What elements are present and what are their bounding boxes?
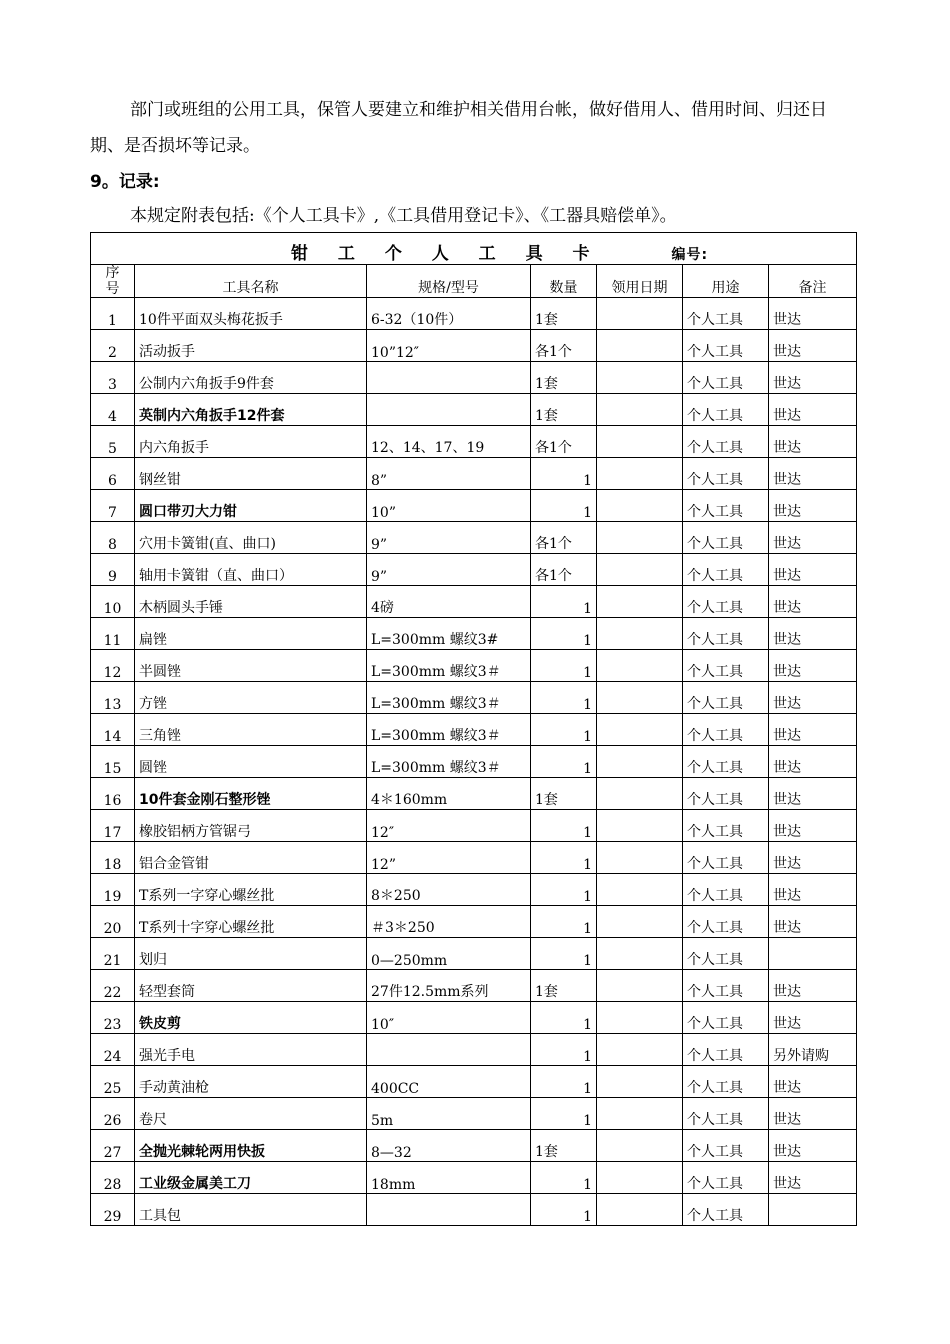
header-note: 备注 [769,265,857,298]
number-label: 编号: [671,247,709,263]
cell-use: 个人工具 [683,1162,769,1194]
cell-note: 世达 [769,842,857,874]
cell-use: 个人工具 [683,682,769,714]
cell-note: 世达 [769,874,857,906]
cell-note: 世达 [769,746,857,778]
cell-use: 个人工具 [683,842,769,874]
cell-name: 三角锉 [135,714,367,746]
table-row [91,1194,857,1226]
cell-date [597,1098,683,1130]
cell-use: 个人工具 [683,522,769,554]
header-use: 用途 [683,265,769,298]
cell-name: 木柄圆头手锤 [135,586,367,618]
cell-idx: 7 [91,490,135,522]
cell-idx: 3 [91,362,135,394]
cell-qty: 各1个 [531,554,597,586]
cell-idx: 19 [91,874,135,906]
table-row [91,522,857,554]
cell-use: 个人工具 [683,746,769,778]
cell-use: 个人工具 [683,938,769,970]
cell-spec: 10” [367,490,531,522]
table-row [91,458,857,490]
cell-spec: L=300mm 螺纹3＃ [367,650,531,682]
cell-use: 个人工具 [683,778,769,810]
cell-qty: 1套 [531,298,597,330]
table-row [91,1162,857,1194]
cell-use: 个人工具 [683,490,769,522]
cell-spec: 10″ [367,1002,531,1034]
cell-spec: 5m [367,1098,531,1130]
cell-name: 钢丝钳 [135,458,367,490]
cell-name: 穴用卡簧钳(直、曲口) [135,522,367,554]
table-row [91,330,857,362]
table-row [91,970,857,1002]
cell-qty: 1 [531,810,597,842]
cell-note: 世达 [769,714,857,746]
cell-qty: 1 [531,1002,597,1034]
cell-note: 世达 [769,810,857,842]
cell-qty: 1 [531,746,597,778]
cell-idx: 1 [91,298,135,330]
cell-note: 世达 [769,330,857,362]
cell-spec: L=300mm 螺纹3＃ [367,682,531,714]
cell-date [597,394,683,426]
table-row [91,714,857,746]
cell-date [597,778,683,810]
cell-note: 世达 [769,490,857,522]
cell-use: 个人工具 [683,394,769,426]
table-row [91,874,857,906]
tool-card-table [90,232,857,1226]
cell-idx: 6 [91,458,135,490]
cell-date [597,1002,683,1034]
cell-use: 个人工具 [683,426,769,458]
cell-name: 强光手电 [135,1034,367,1066]
cell-name: 公制内六角扳手9件套 [135,362,367,394]
cell-spec: 4＊160mm [367,778,531,810]
cell-date [597,1162,683,1194]
cell-qty: 1 [531,458,597,490]
cell-date [597,522,683,554]
cell-spec: L=300mm 螺纹3＃ [367,714,531,746]
cell-use: 个人工具 [683,1002,769,1034]
cell-spec: ＃3＊250 [367,906,531,938]
cell-spec: 18mm [367,1162,531,1194]
cell-qty: 1 [531,874,597,906]
cell-note: 世达 [769,426,857,458]
cell-qty: 1 [531,682,597,714]
cell-use: 个人工具 [683,810,769,842]
cell-use: 个人工具 [683,906,769,938]
cell-spec: 0—250mm [367,938,531,970]
cell-name: 铝合金管钳 [135,842,367,874]
cell-qty: 1 [531,1194,597,1226]
cell-spec: 27件12.5mm系列 [367,970,531,1002]
cell-use: 个人工具 [683,1098,769,1130]
cell-name: 划归 [135,938,367,970]
table-row [91,842,857,874]
cell-qty: 1套 [531,394,597,426]
header-spec: 规格/型号 [367,265,531,298]
cell-spec: 6-32（10件） [367,298,531,330]
cell-date [597,426,683,458]
cell-name: 圆口带刃大力钳 [135,490,367,522]
cell-spec: 12、14、17、19 [367,426,531,458]
cell-note: 另外请购 [769,1034,857,1066]
cell-use: 个人工具 [683,714,769,746]
cell-date [597,298,683,330]
cell-idx: 29 [91,1194,135,1226]
cell-qty: 1套 [531,1130,597,1162]
cell-date [597,1034,683,1066]
cell-qty: 1 [531,586,597,618]
cell-name: 内六角扳手 [135,426,367,458]
cell-note: 世达 [769,970,857,1002]
table-row [91,938,857,970]
table-row [91,1002,857,1034]
header-idx-line2: 号 [105,281,120,297]
table-row [91,298,857,330]
table-title-cell [91,233,857,265]
cell-idx: 16 [91,778,135,810]
cell-idx: 21 [91,938,135,970]
table-row [91,650,857,682]
cell-spec: L=300mm 螺纹3# [367,618,531,650]
cell-idx: 20 [91,906,135,938]
cell-use: 个人工具 [683,1194,769,1226]
cell-idx: 4 [91,394,135,426]
cell-idx: 5 [91,426,135,458]
cell-qty: 1 [531,906,597,938]
cell-spec [367,1194,531,1226]
table-row [91,362,857,394]
cell-name: T系列一字穿心螺丝批 [135,874,367,906]
cell-name: 英制内六角扳手12件套 [135,394,367,426]
cell-spec [367,394,531,426]
cell-qty: 1 [531,650,597,682]
cell-name: T系列十字穿心螺丝批 [135,906,367,938]
cell-spec [367,362,531,394]
cell-date [597,330,683,362]
header-qty: 数量 [531,265,597,298]
cell-date [597,906,683,938]
cell-idx: 28 [91,1162,135,1194]
cell-note: 世达 [769,618,857,650]
cell-note [769,938,857,970]
header-idx [91,265,135,298]
cell-date [597,938,683,970]
table-row [91,1066,857,1098]
cell-idx: 9 [91,554,135,586]
cell-note: 世达 [769,1162,857,1194]
cell-name: 轴用卡簧钳（直、曲口） [135,554,367,586]
cell-use: 个人工具 [683,970,769,1002]
cell-qty: 1 [531,938,597,970]
cell-name: 10件平面双头梅花扳手 [135,298,367,330]
cell-use: 个人工具 [683,650,769,682]
cell-qty: 1 [531,618,597,650]
cell-use: 个人工具 [683,1130,769,1162]
cell-idx: 24 [91,1034,135,1066]
cell-idx: 23 [91,1002,135,1034]
cell-note: 世达 [769,1098,857,1130]
table-row [91,490,857,522]
cell-idx: 17 [91,810,135,842]
cell-qty: 1 [531,842,597,874]
cell-qty: 1 [531,1066,597,1098]
cell-note: 世达 [769,682,857,714]
cell-use: 个人工具 [683,458,769,490]
cell-name: 轻型套筒 [135,970,367,1002]
header-date: 领用日期 [597,265,683,298]
cell-idx: 2 [91,330,135,362]
cell-spec: 8—32 [367,1130,531,1162]
cell-spec: 8＊250 [367,874,531,906]
table-row [91,618,857,650]
table-row [91,586,857,618]
cell-date [597,1066,683,1098]
cell-idx: 11 [91,618,135,650]
cell-name: 半圆锉 [135,650,367,682]
cell-use: 个人工具 [683,586,769,618]
cell-name: 铁皮剪 [135,1002,367,1034]
header-name: 工具名称 [135,265,367,298]
cell-note: 世达 [769,554,857,586]
cell-name: 活动扳手 [135,330,367,362]
cell-name: 扁锉 [135,618,367,650]
cell-name: 方锉 [135,682,367,714]
cell-date [597,586,683,618]
cell-note: 世达 [769,522,857,554]
table-title-row [91,233,857,265]
cell-name: 全抛光棘轮两用快扳 [135,1130,367,1162]
cell-note: 世达 [769,298,857,330]
table-row [91,426,857,458]
cell-idx: 18 [91,842,135,874]
cell-note: 世达 [769,1130,857,1162]
cell-idx: 27 [91,1130,135,1162]
cell-name: 10件套金刚石整形锉 [135,778,367,810]
cell-use: 个人工具 [683,1034,769,1066]
cell-spec: 400CC [367,1066,531,1098]
cell-spec [367,1034,531,1066]
cell-note: 世达 [769,650,857,682]
cell-date [597,650,683,682]
cell-idx: 13 [91,682,135,714]
cell-use: 个人工具 [683,618,769,650]
cell-date [597,714,683,746]
cell-qty: 各1个 [531,330,597,362]
cell-use: 个人工具 [683,330,769,362]
cell-idx: 15 [91,746,135,778]
cell-date [597,682,683,714]
table-header-row [91,265,857,298]
table-title: 钳 工 个 人 工 具 卡 [291,244,602,264]
cell-note: 世达 [769,394,857,426]
cell-note: 世达 [769,362,857,394]
cell-idx: 10 [91,586,135,618]
cell-qty: 1套 [531,970,597,1002]
cell-name: 工业级金属美工刀 [135,1162,367,1194]
cell-note: 世达 [769,458,857,490]
cell-idx: 22 [91,970,135,1002]
cell-date [597,810,683,842]
cell-spec: 9” [367,554,531,586]
cell-spec: L=300mm 螺纹3＃ [367,746,531,778]
cell-use: 个人工具 [683,362,769,394]
table-row [91,906,857,938]
cell-date [597,458,683,490]
table-row [91,1130,857,1162]
cell-date [597,554,683,586]
cell-idx: 25 [91,1066,135,1098]
cell-date [597,490,683,522]
cell-spec: 10”12″ [367,330,531,362]
cell-qty: 1 [531,1098,597,1130]
cell-note: 世达 [769,906,857,938]
cell-name: 卷尺 [135,1098,367,1130]
cell-date [597,970,683,1002]
cell-qty: 1套 [531,778,597,810]
cell-note: 世达 [769,1066,857,1098]
cell-spec: 12″ [367,810,531,842]
table-row [91,682,857,714]
cell-name: 手动黄油枪 [135,1066,367,1098]
cell-use: 个人工具 [683,1066,769,1098]
cell-note: 世达 [769,778,857,810]
cell-qty: 1 [531,1034,597,1066]
cell-date [597,362,683,394]
section-heading: 9。记录: [90,172,160,192]
cell-date [597,842,683,874]
table-row [91,1034,857,1066]
cell-date [597,1194,683,1226]
cell-idx: 26 [91,1098,135,1130]
table-body [91,298,857,1226]
cell-date [597,874,683,906]
appendix-paragraph: 本规定附表包括:《个人工具卡》,《工具借用登记卡》、《工器具赔偿单》。 [130,206,677,226]
cell-qty: 1 [531,490,597,522]
cell-note [769,1194,857,1226]
table-row [91,810,857,842]
cell-date [597,618,683,650]
cell-spec: 9” [367,522,531,554]
cell-qty: 各1个 [531,522,597,554]
cell-use: 个人工具 [683,298,769,330]
cell-note: 世达 [769,586,857,618]
cell-idx: 8 [91,522,135,554]
cell-use: 个人工具 [683,874,769,906]
table-row [91,746,857,778]
cell-qty: 各1个 [531,426,597,458]
cell-spec: 4磅 [367,586,531,618]
table-row [91,1098,857,1130]
cell-qty: 1 [531,714,597,746]
cell-name: 圆锉 [135,746,367,778]
header-idx-line1: 序 [105,265,120,281]
cell-date [597,746,683,778]
cell-use: 个人工具 [683,554,769,586]
cell-name: 工具包 [135,1194,367,1226]
cell-note: 世达 [769,1002,857,1034]
cell-qty: 1 [531,1162,597,1194]
cell-idx: 14 [91,714,135,746]
cell-spec: 12” [367,842,531,874]
cell-date [597,1130,683,1162]
table-row [91,554,857,586]
intro-paragraph: 部门或班组的公用工具，保管人要建立和维护相关借用台帐，做好借用人、借用时间、归还日期、是否损坏等记录。 [90,100,827,156]
table-row [91,394,857,426]
cell-qty: 1套 [531,362,597,394]
cell-idx: 12 [91,650,135,682]
cell-name: 橡胶铝柄方管锯弓 [135,810,367,842]
cell-spec: 8” [367,458,531,490]
table-row [91,778,857,810]
